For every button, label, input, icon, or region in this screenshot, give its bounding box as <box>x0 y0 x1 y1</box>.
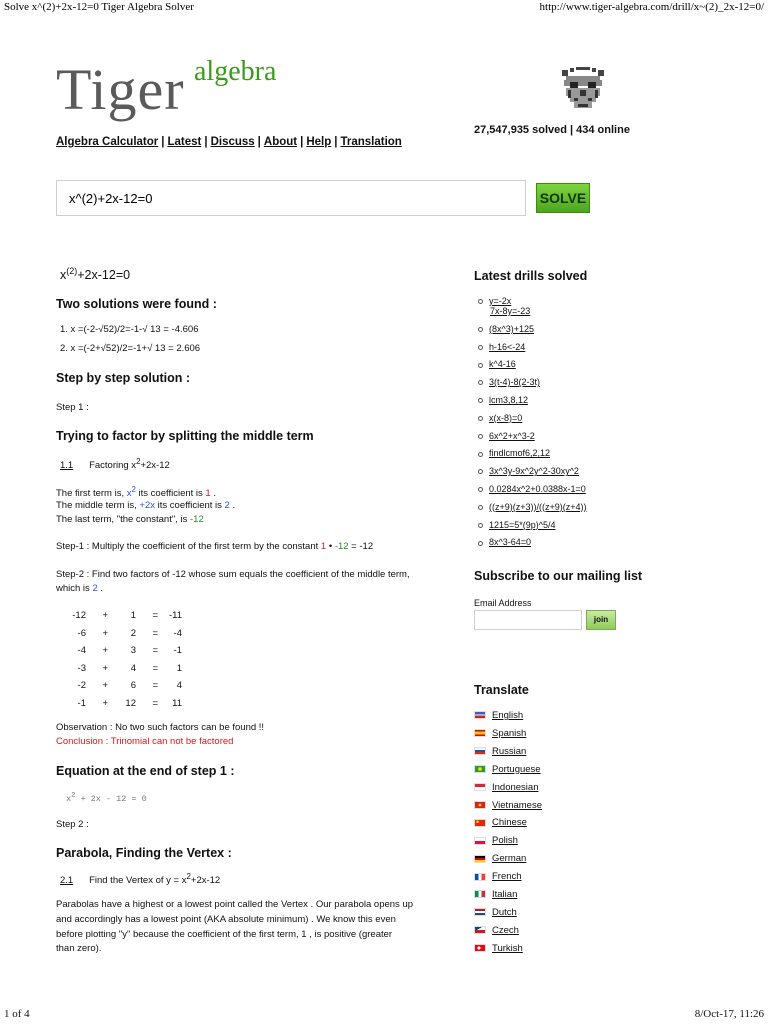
language-link[interactable]: English <box>492 710 524 721</box>
drill-link[interactable]: h-16<-24 <box>489 341 526 352</box>
equation-title: $x^{(2)}+2x-12=0$ <box>60 266 131 283</box>
print-date: 8/Oct-17, 11:26 <box>694 1008 764 1020</box>
language-item <box>474 728 526 740</box>
drill-item <box>478 342 525 352</box>
drill-link[interactable]: 0.0284x^2+0.0388x-1=0 <box>489 484 586 494</box>
flag-icon <box>474 801 486 809</box>
bullet-icon <box>478 380 483 385</box>
factor-cell: -11 <box>168 610 182 621</box>
step-2-line-1: Step-2 : Find two factors of -12 whose sum equals the coefficient of the middle term, <box>56 569 410 580</box>
drill-link[interactable]: 7x-8y=-23 <box>490 306 531 316</box>
drill-item <box>478 537 531 547</box>
factor-row <box>70 628 180 640</box>
parabola-para-2: and accordingly has a lowest point (AKA absolute minimum) . We know this even <box>56 914 396 925</box>
language-link[interactable]: Chinese <box>492 817 527 829</box>
flag-icon <box>474 729 486 737</box>
drill-item <box>478 466 579 476</box>
tiger-head-icon <box>560 66 606 112</box>
bullet-icon <box>478 434 483 439</box>
bullet-icon <box>478 505 483 510</box>
language-link[interactable]: Vietnamese <box>492 799 542 811</box>
heading-latest-drills: Latest drills solved <box>474 269 588 283</box>
factor-cell: -4 <box>77 645 86 656</box>
substep-1-1: 1.1 Factoring $x^2+2x-12$ <box>60 457 170 472</box>
heading-equation-end: Equation at the end of step 1 : <box>56 764 235 778</box>
bullet-icon <box>478 452 483 457</box>
drill-link[interactable]: 3x^3y-9x^2y^2-30xy^2 <box>489 466 579 477</box>
email-address-label: Email Address <box>474 598 532 608</box>
bullet-icon <box>478 469 483 474</box>
factor-cell: + <box>102 627 108 639</box>
factor-cell: 11 <box>172 697 182 709</box>
step-1-multiply: Step-1 : Multiply the coefficient of the first term by the constant 1 • -12 = -12 <box>56 541 374 552</box>
email-input[interactable] <box>474 610 582 630</box>
factor-cell: 6 <box>130 680 136 691</box>
drill-link[interactable]: lcm3,8,12 <box>489 395 529 405</box>
bullet-icon <box>478 327 483 332</box>
factor-cell: + <box>102 680 108 691</box>
step-2-label: Step 2 : <box>56 819 89 830</box>
factor-cell: + <box>102 610 108 621</box>
nav-translation[interactable]: Translation <box>340 136 402 148</box>
nav-algebra-calculator[interactable]: Algebra Calculator <box>56 136 159 148</box>
flag-icon <box>474 873 486 881</box>
factor-cell: -4 <box>173 627 182 639</box>
language-item <box>474 835 518 847</box>
language-link[interactable]: Turkish <box>492 942 523 954</box>
print-footer <box>0 1008 768 1024</box>
flag-icon <box>474 890 486 898</box>
factor-row <box>70 680 180 692</box>
equation-input[interactable] <box>57 181 525 215</box>
flag-icon <box>474 926 486 934</box>
drill-link[interactable]: findlcmof6,2,12 <box>489 448 551 459</box>
factor-cell: 3 <box>130 645 136 656</box>
factor-cell: -1 <box>77 697 86 709</box>
flag-icon <box>474 819 486 827</box>
drill-item <box>478 431 535 441</box>
drill-item <box>478 377 540 387</box>
middle-term-line: The middle term is, +2x its coefficient is 2 . <box>56 500 236 511</box>
language-link[interactable]: French <box>492 871 522 883</box>
drill-link[interactable]: 1215=5*(9p)^5/4 <box>489 519 556 530</box>
drill-link[interactable]: ((z+9)(z+3))/((z+9)(z+4)) <box>489 501 587 512</box>
factor-cell: = <box>152 680 158 691</box>
heading-subscribe: Subscribe to our mailing list <box>474 569 643 583</box>
drill-item <box>478 520 556 530</box>
drill-item <box>478 395 528 405</box>
heading-splitting: Trying to factor by splitting the middle term <box>56 429 314 443</box>
factor-cell: 4 <box>130 662 136 674</box>
bullet-icon <box>478 398 483 403</box>
language-item <box>474 817 527 829</box>
parabola-para-1: Parabolas have a highest or a lowest point called the Vertex . Our parabola opens up <box>56 899 414 910</box>
observation-text: Observation : No two such factors can be found !! <box>56 722 265 733</box>
language-item <box>474 853 526 865</box>
language-item <box>474 871 522 883</box>
drill-link[interactable]: 3(t-4)-8(2-3t) <box>489 377 541 388</box>
conclusion-text: Conclusion : Trinomial can not be factored <box>56 736 234 747</box>
drill-item <box>478 359 516 369</box>
drill-item <box>478 502 587 512</box>
heading-step-by-step: Step by step solution : <box>56 371 191 385</box>
flag-icon <box>474 747 486 755</box>
flag-icon <box>474 783 486 791</box>
bullet-icon <box>478 523 483 528</box>
top-nav: Algebra Calculator | Latest | Discuss | About | Help | Translation <box>56 136 402 148</box>
print-header <box>0 0 768 16</box>
factor-cell: 1 <box>130 610 136 621</box>
drill-item <box>490 306 530 316</box>
nav-latest[interactable]: Latest <box>167 136 202 148</box>
heading-solutions: Two solutions were found : <box>56 297 217 311</box>
heading-parabola: Parabola, Finding the Vertex : <box>56 846 232 860</box>
language-item <box>474 925 519 937</box>
drill-link[interactable]: x(x-8)=0 <box>489 412 523 423</box>
language-link[interactable]: Polish <box>492 835 518 847</box>
factor-cell: -3 <box>77 662 86 674</box>
language-item <box>474 889 517 901</box>
language-item <box>474 907 517 919</box>
substep-2-1: 2.1 Find the Vertex of $y = x^2+2x-12$ <box>60 872 221 887</box>
drill-item <box>478 413 522 423</box>
flag-icon <box>474 765 486 773</box>
language-link[interactable]: Russian <box>492 745 527 757</box>
bullet-icon <box>478 416 483 421</box>
nav-help[interactable]: Help <box>306 136 332 148</box>
heading-translate: Translate <box>474 683 529 697</box>
factor-row <box>70 698 180 710</box>
drill-link[interactable]: (8x^3)+125 <box>489 323 534 334</box>
drill-item <box>478 448 550 458</box>
factor-cell: + <box>102 645 108 656</box>
language-item <box>474 764 541 776</box>
language-link[interactable]: Dutch <box>492 906 517 918</box>
factor-cell: 1 <box>176 662 182 674</box>
step-1-label: Step 1 : <box>56 402 89 413</box>
nav-about[interactable]: About <box>263 136 298 148</box>
drill-item <box>478 296 511 306</box>
factor-cell: -1 <box>173 645 182 656</box>
factor-row <box>70 663 180 675</box>
equation-search-box <box>56 180 526 216</box>
bullet-icon <box>478 363 483 368</box>
solution-2: 2. x =(-2+√52)/2=-1+√ 13 = 2.606 <box>60 343 201 354</box>
factor-cell: -6 <box>77 627 86 639</box>
language-item <box>474 710 523 722</box>
factor-cell: 2 <box>130 627 136 639</box>
language-link[interactable]: Indonesian <box>492 781 539 793</box>
equation-end-step-1: $x^2 + 2x - 12 = 0$ <box>66 792 147 804</box>
language-item <box>474 746 526 758</box>
logo-algebra-text: algebra <box>194 56 277 87</box>
parabola-para-3: before plotting "y" because the coefficient of the first term, 1 , is positive (greater <box>56 929 393 940</box>
bullet-icon <box>478 487 483 492</box>
factor-cell: = <box>152 645 158 656</box>
factor-row <box>70 610 180 622</box>
factor-cell: -12 <box>72 610 86 621</box>
solution-1: 1. x =(-2-√52)/2=-1-√ 13 = -4.606 <box>60 324 199 335</box>
factor-cell: 4 <box>176 680 182 691</box>
language-item <box>474 782 538 794</box>
factor-cell: -2 <box>77 680 86 691</box>
drill-item <box>478 484 586 494</box>
solved-stats: 27,547,935 solved | 434 online <box>474 124 630 136</box>
factor-cell: 12 <box>125 697 136 709</box>
language-link[interactable]: Czech <box>492 924 519 936</box>
drill-item <box>478 324 534 334</box>
factor-cell: + <box>102 697 108 709</box>
factor-cell: = <box>152 627 158 639</box>
bullet-icon <box>478 541 483 546</box>
solve-button[interactable]: SOLVE <box>536 183 590 213</box>
flag-icon <box>474 837 486 845</box>
flag-icon <box>474 908 486 916</box>
nav-discuss[interactable]: Discuss <box>210 136 255 148</box>
flag-icon <box>474 944 486 952</box>
factor-row <box>70 645 180 657</box>
language-link[interactable]: Italian <box>492 889 518 900</box>
print-page-count: 1 of 4 <box>4 1008 30 1020</box>
language-link[interactable]: Spanish <box>492 727 527 739</box>
print-page-title: Solve x^(2)+2x-12=0 Tiger Algebra Solver <box>4 1 194 13</box>
factor-cell: + <box>102 662 108 674</box>
language-link[interactable]: German <box>492 853 527 865</box>
flag-icon <box>474 711 486 719</box>
bullet-icon <box>478 345 483 350</box>
parabola-para-4: than zero). <box>56 943 102 954</box>
print-page-url: http://www.tiger-algebra.com/drill/x~(2)_2x-12=0/ <box>539 1 764 13</box>
flag-icon <box>474 855 486 863</box>
language-item <box>474 943 523 955</box>
factor-cell: = <box>152 697 158 709</box>
first-term-line: The first term is, $x^2$ its coefficient is 1 . <box>56 485 216 500</box>
language-link[interactable]: Portuguese <box>492 763 541 775</box>
drill-link[interactable]: 6x^2+x^3-2 <box>489 430 535 441</box>
drill-link[interactable]: k^4-16 <box>489 359 516 370</box>
logo-tiger-text: Tiger <box>56 57 185 122</box>
step-2-line-2: which is 2 . <box>56 583 104 594</box>
join-button[interactable]: join <box>586 610 616 630</box>
language-item <box>474 800 542 812</box>
factor-cell: = <box>152 610 158 621</box>
bullet-icon <box>478 299 483 304</box>
last-term-line: The last term, "the constant", is -12 <box>56 514 204 525</box>
factor-cell: = <box>152 662 158 674</box>
drill-link[interactable]: 8x^3-64=0 <box>489 537 532 548</box>
drill-link[interactable]: y=-2x <box>489 296 512 306</box>
